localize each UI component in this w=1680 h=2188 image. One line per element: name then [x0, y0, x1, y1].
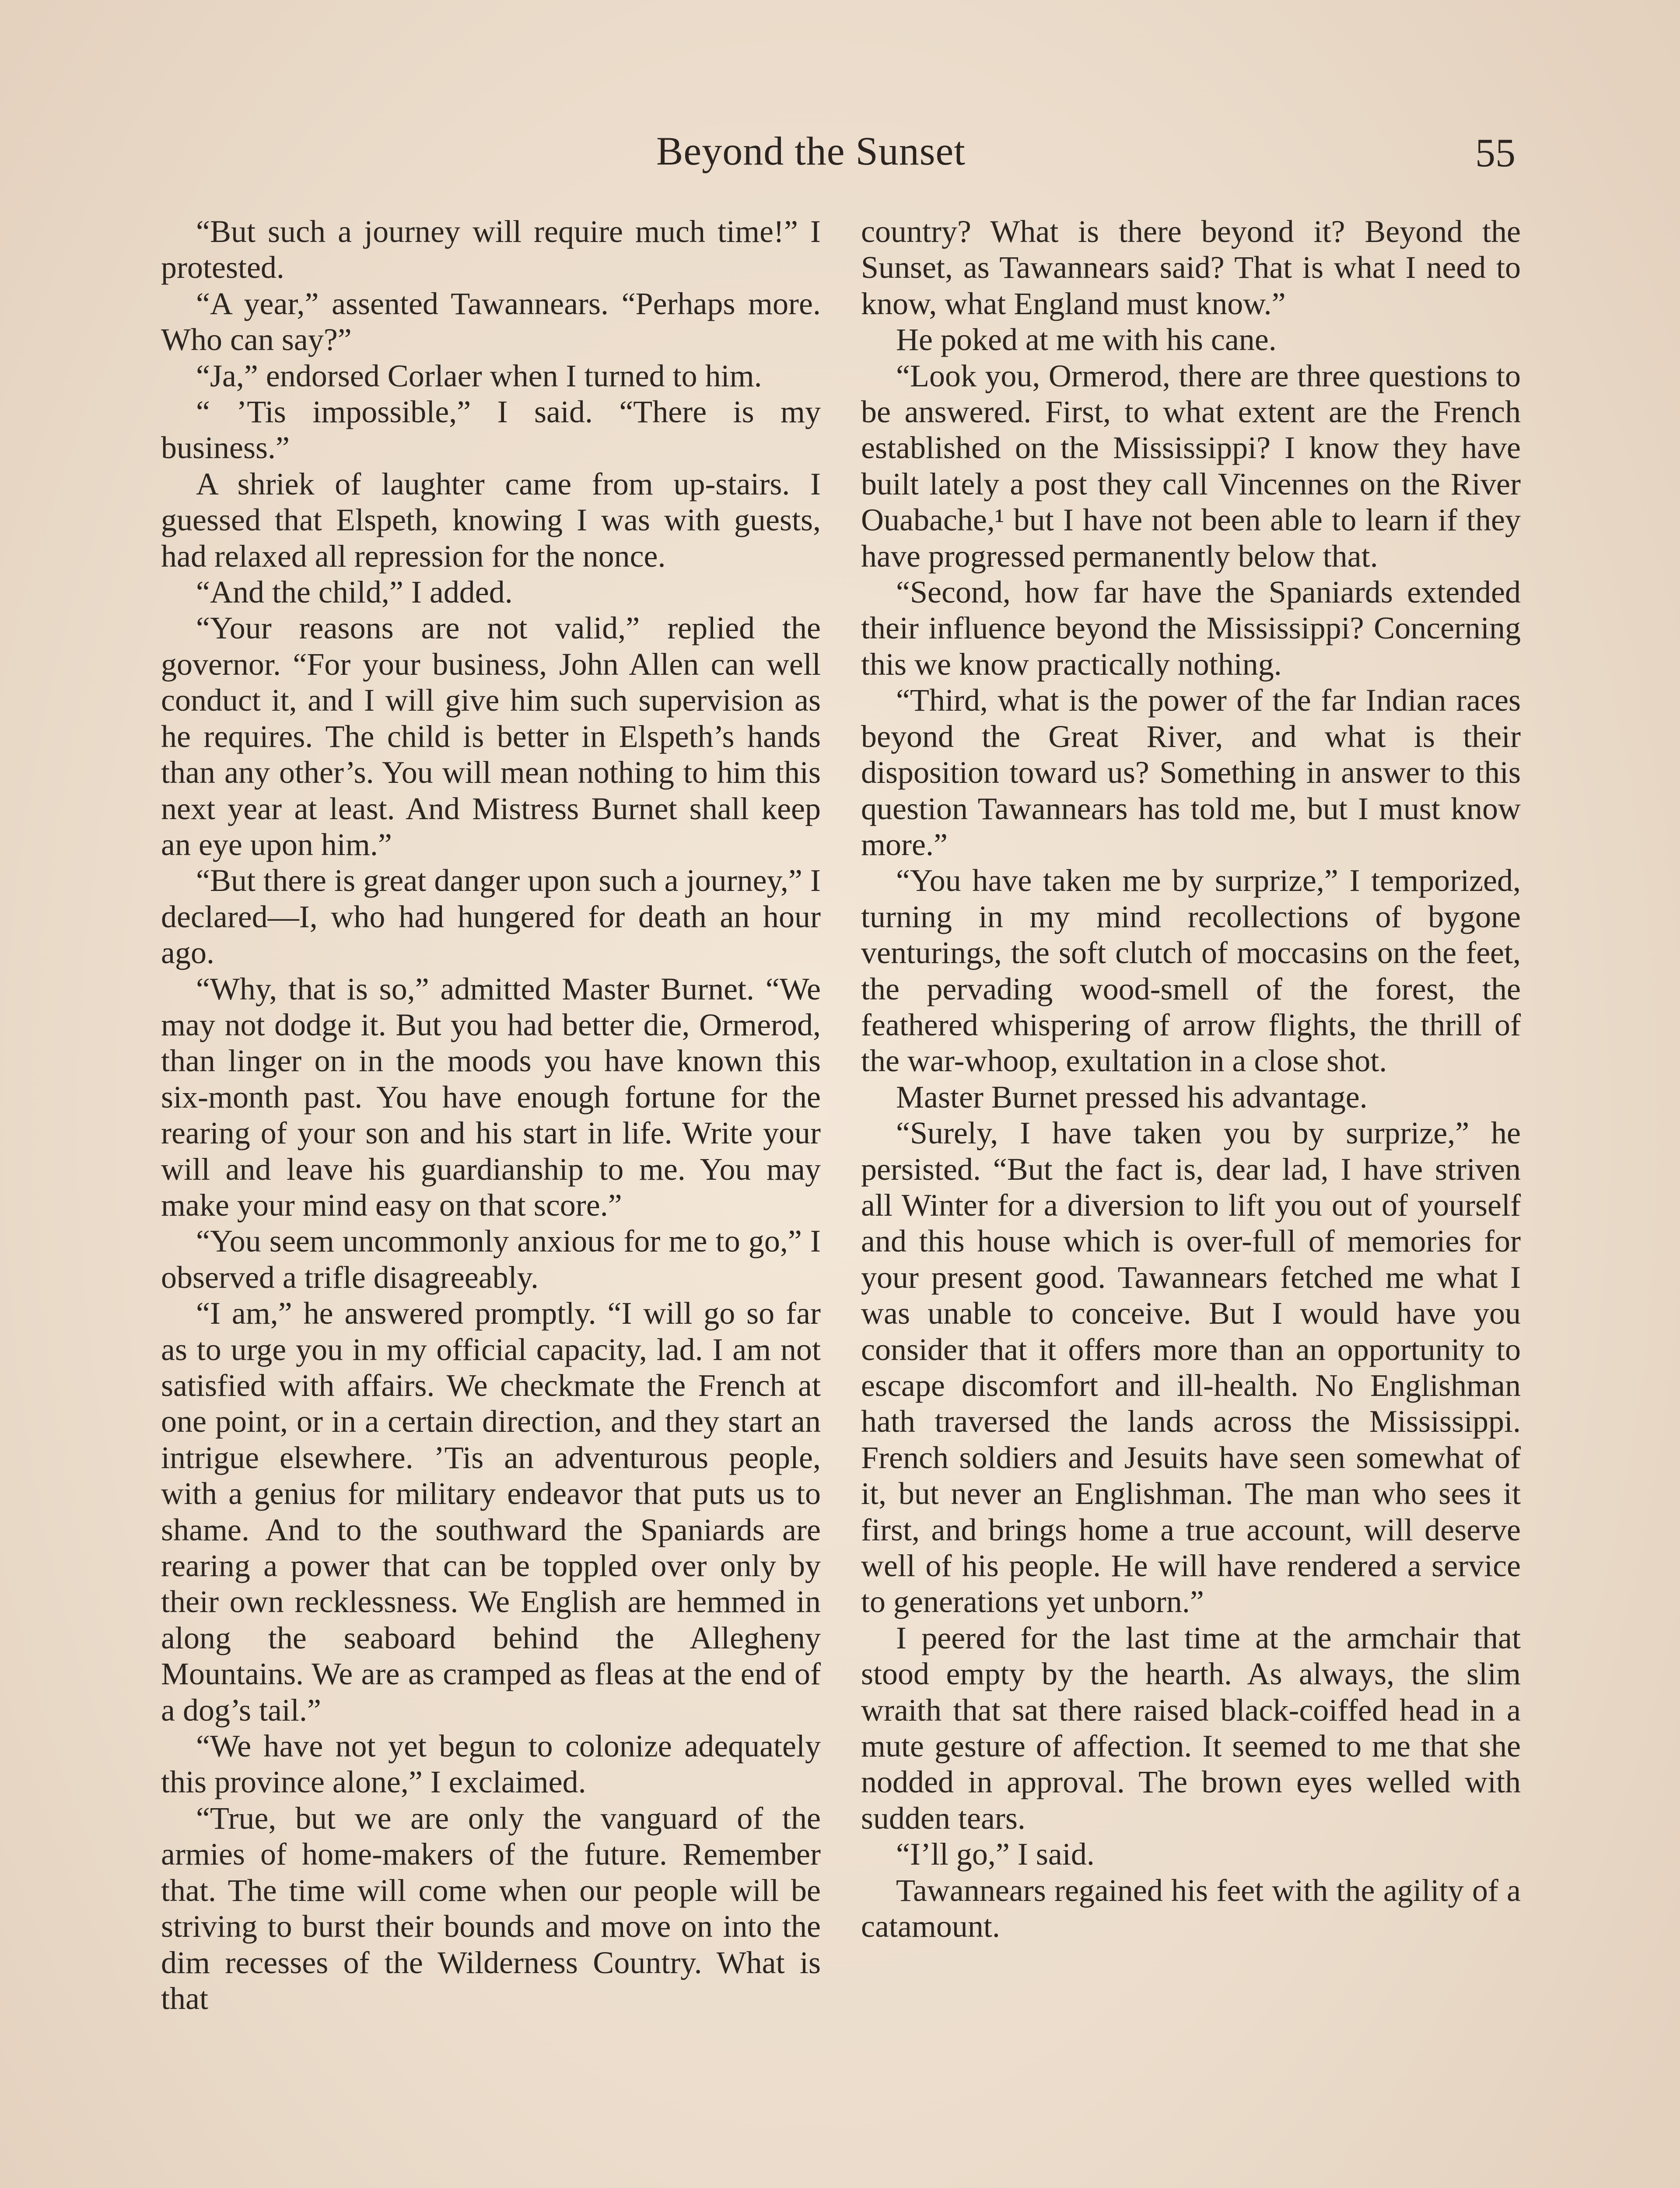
paragraph: “You have taken me by surprize,” I temporized, turning in my mind recollections of bygone venturings, the soft clutch of moccasins on the feet, the pervading wood-smell of the forest, the feathered whispering of arrow flights, the thrill of the war-whoop, exultation in a close shot.: [861, 863, 1521, 1079]
paragraph: “Third, what is the power of the far Indian races beyond the Great River, and what is their disposition toward us? Something in answer to this question Tawannears has told me, but I must know more.”: [861, 683, 1521, 862]
paragraph: “Second, how far have the Spaniards extended their influence beyond the Mississippi? Concerning this we know practically nothing.: [861, 575, 1521, 682]
paragraph: “Look you, Ormerod, there are three questions to be answered. First, to what extent are the French established on the Mississippi? I know they have built lately a post they call Vincennes on the River Ouabache,¹ but I have not been able to learn if they have progressed permanently below that.: [861, 358, 1521, 574]
paragraph: Master Burnet pressed his advantage.: [896, 1079, 1368, 1115]
paragraph: “I am,” he answered promptly. “I will go so far as to urge you in my official capacity, lad. I am not satisfied with affairs. We checkmate the French at one point, or in a certain direction, and they start an intrigue elsewhere. ’Tis an adventurous people, with a genius for military endeavor that puts us to shame. And to the southward the Spaniards are rearing a power that can be toppled over only by their own recklessness. We English are hemmed in along the seaboard behind the Allegheny Mountains. We are as cramped as fleas at the end of a dog’s tail.”: [161, 1296, 821, 1728]
page-number: 55: [1475, 130, 1516, 175]
paragraph: “But there is great danger upon such a journey,” I declared—I, who had hungered for death an hour ago.: [161, 863, 821, 971]
paragraph: Tawannears regained his feet with the agility of a catamount.: [861, 1872, 1521, 1944]
paragraph: country? What is there beyond it? Beyond the Sunset, as Tawannears said? That is what I need to know, what England must know.”: [861, 214, 1521, 321]
paragraph: “I’ll go,” I said.: [896, 1837, 1095, 1872]
paragraph: “We have not yet begun to colonize adequately this province alone,” I exclaimed.: [161, 1729, 821, 1800]
paragraph: He poked at me with his cane.: [896, 322, 1277, 358]
paragraph: “You seem uncommonly anxious for me to go,” I observed a trifle disagreeably.: [161, 1224, 821, 1295]
paragraph: “And the child,” I added.: [196, 575, 513, 610]
left-column: [161, 214, 821, 2016]
paragraph: “A year,” assented Tawannears. “Perhaps more. Who can say?”: [161, 286, 821, 358]
paragraph: “Surely, I have taken you by surprize,” he persisted. “But the fact is, dear lad, I have striven all Winter for a diversion to lift you out of yourself and this house which is over-full of memories for your present good. Tawannears fetched me what I was unable to conceive. But I would have you consider that it offers more than an opportunity to escape discomfort and ill-health. No Englishman hath traversed the lands across the Mississippi. French soldiers and Jesuits have seen somewhat of it, but never an Englishman. The man who sees it first, and brings home a true account, will deserve well of his people. He will have rendered a service to generations yet unborn.”: [861, 1115, 1521, 1620]
running-title: Beyond the Sunset: [656, 129, 966, 173]
running-header: [0, 128, 1680, 180]
paragraph: “True, but we are only the vanguard of the armies of home-makers of the future. Remember that. The time will come when our people will be striving to burst their bounds and move on into the dim recesses of the Wilderness Country. What is that: [161, 1800, 821, 2016]
paragraph: “Ja,” endorsed Corlaer when I turned to him.: [196, 358, 762, 393]
right-column: [861, 214, 1521, 1945]
paragraph: “But such a journey will require much time!” I protested.: [161, 214, 821, 285]
paragraph: I peered for the last time at the armchair that stood empty by the hearth. As always, the slim wraith that sat there raised black-coiffed head in a mute gesture of affection. It seemed to me that she nodded in approval. The brown eyes welled with sudden tears.: [861, 1620, 1521, 1836]
paragraph: “Why, that is so,” admitted Master Burnet. “We may not dodge it. But you had better die, Ormerod, than linger on in the moods you have known this six-month past. You have enough fortune for the rearing of your son and his start in life. Write your will and leave his guardianship to me. You may make your mind easy on that score.”: [161, 971, 821, 1223]
paragraph: “ ’Tis impossible,” I said. “There is my business.”: [161, 394, 821, 466]
paragraph: “Your reasons are not valid,” replied the governor. “For your business, John Allen can well conduct it, and I will give him such supervision as he requires. The child is better in Elspeth’s hands than any other’s. You will mean nothing to him this next year at least. And Mistress Burnet shall keep an eye upon him.”: [161, 610, 821, 862]
paragraph: A shriek of laughter came from up-stairs. I guessed that Elspeth, knowing I was with guests, had relaxed all repression for the nonce.: [161, 466, 821, 574]
